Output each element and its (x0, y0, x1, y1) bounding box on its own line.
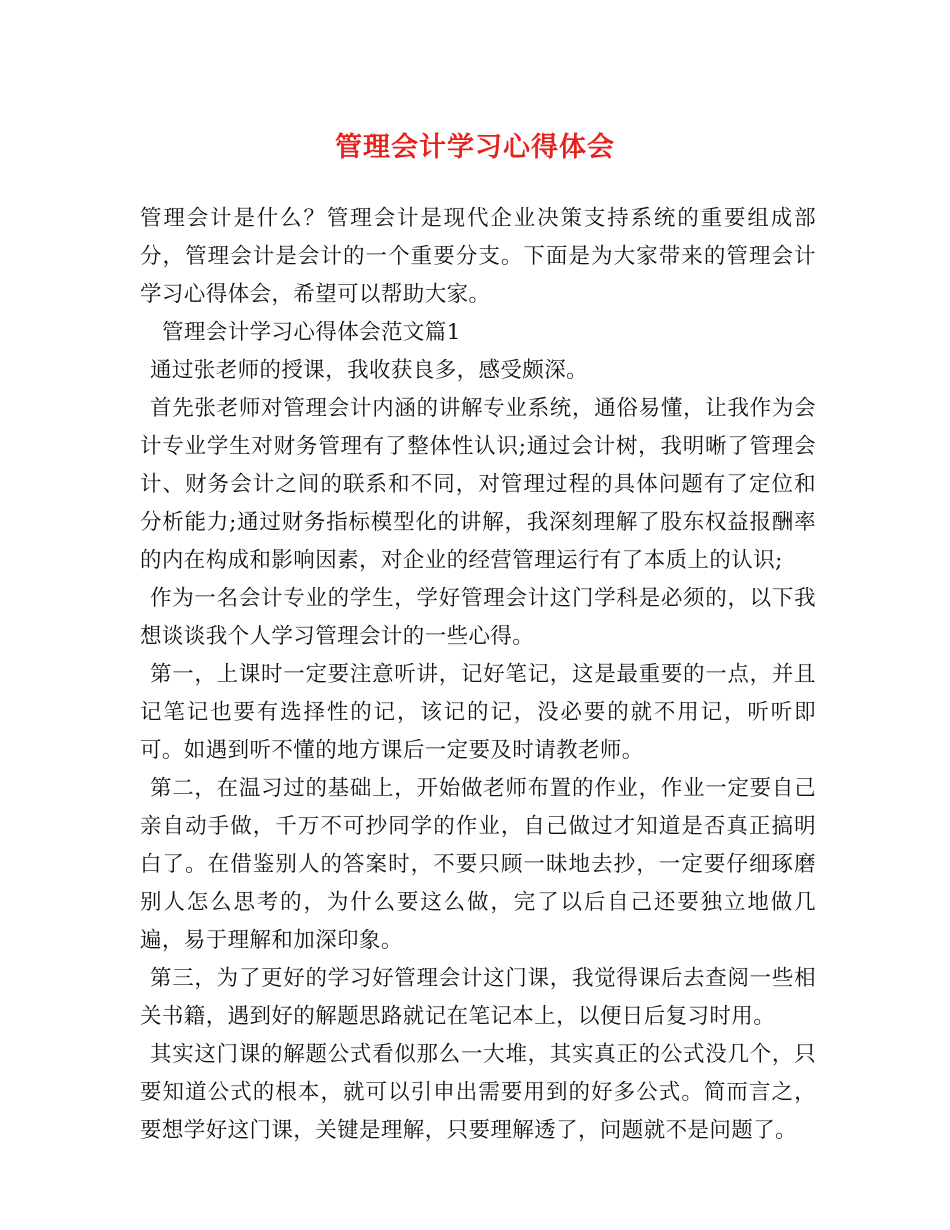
document-body (140, 200, 816, 1150)
document-title: 管理会计学习心得体会 (335, 132, 615, 163)
section-heading: 管理会计学习心得体会范文篇1 (162, 320, 461, 345)
intro-paragraph: 管理会计是什么？管理会计是现代企业决策支持系统的重要组成部分，管理会计是会计的一个重要分支。下面是为大家带来的管理会计学习心得体会，希望可以帮助大家。 (140, 206, 816, 307)
body-paragraph: 其实这门课的解题公式看似那么一大堆，其实真正的公式没几个，只要知道公式的根本，就可以引申出需要用到的好多公式。简而言之，要想学好这门课，关键是理解，只要理解透了，问题就不是问题了。 (140, 1042, 816, 1143)
body-paragraph: 第三，为了更好的学习好管理会计这门课，我觉得课后去查阅一些相关书籍，遇到好的解题思路就记在笔记本上，以便日后复习时用。 (140, 966, 816, 1029)
body-paragraph: 第一，上课时一定要注意听讲，记好笔记，这是最重要的一点，并且记笔记也要有选择性的记，该记的记，没必要的就不用记，听听即可。如遇到听不懂的地方课后一定要及时请教老师。 (140, 662, 816, 763)
body-paragraph: 第二，在温习过的基础上，开始做老师布置的作业，作业一定要自己亲自动手做，千万不可抄同学的作业，自己做过才知道是否真正搞明白了。在借鉴别人的答案时，不要只顾一昧地去抄，一定要仔细琢磨别人怎么思考的，为什么要这么做，完了以后自己还要独立地做几遍，易于理解和加深印象。 (140, 776, 816, 953)
body-paragraph: 通过张老师的授课，我收获良多，感受颇深。 (150, 358, 589, 383)
body-paragraph: 首先张老师对管理会计内涵的讲解专业系统，通俗易懂，让我作为会计专业学生对财务管理有了整体性认识;通过会计树，我明晰了管理会计、财务会计之间的联系和不同，对管理过程的具体问题有了定位和分析能力;通过财务指标模型化的讲解，我深刻理解了股东权益报酬率的内在构成和影响因素，对企业的经营管理运行有了本质上的认识; (140, 396, 816, 573)
body-paragraph: 作为一名会计专业的学生，学好管理会计这门学科是必须的，以下我想谈谈我个人学习管理会计的一些心得。 (140, 586, 816, 649)
